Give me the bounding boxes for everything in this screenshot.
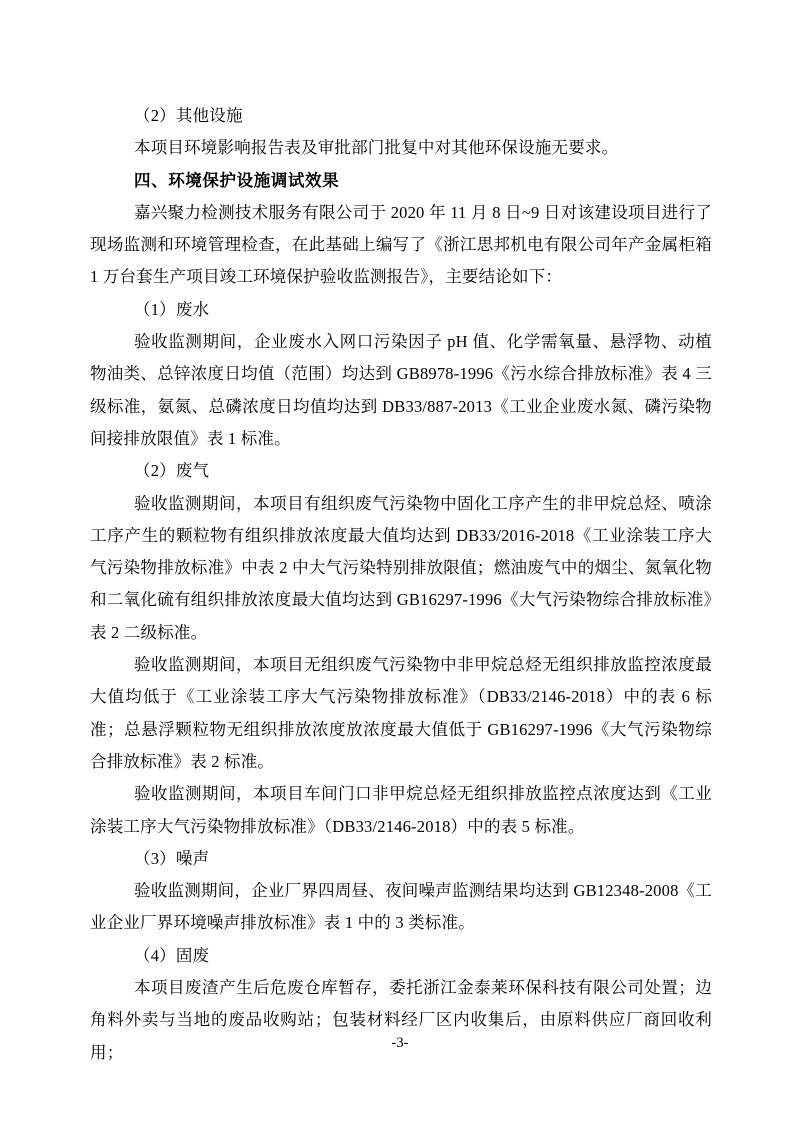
page-number: -3- bbox=[391, 1035, 409, 1051]
subsection-heading-noise: （3）噪声 bbox=[134, 848, 210, 868]
subsection-heading-wastewater: （1）废水 bbox=[134, 299, 210, 319]
paragraph-noise-results: 验收监测期间，企业厂界四周昼、夜间噪声监测结果均达到 GB12348-2008《工业企业厂界环境噪声排放标准》表 1 中的 3 类标准。 bbox=[90, 881, 712, 933]
paragraph-other-facilities: 本项目环境影响报告表及审批部门批复中对其他环保设施无要求。 bbox=[134, 138, 619, 158]
paragraph-workshop-door-results: 验收监测期间，本项目车间门口非甲烷总烃无组织排放监控点浓度达到《工业涂装工序大气污染物排放标准》（DB33/2146-2018）中的表 5 标准。 bbox=[90, 784, 712, 836]
document-body bbox=[90, 100, 712, 1069]
paragraph-solid-waste-disposal: 本项目废渣产生后危废仓库暂存，委托浙江金泰莱环保科技有限公司处置；边角料外卖与当地的废品收购站；包装材料经厂区内收集后，由原料供应厂商回收利用； bbox=[90, 978, 712, 1062]
section-heading-protection-facility-debug-effect: 四、环境保护设施调试效果 bbox=[134, 171, 340, 190]
subsection-heading-waste-gas: （2）废气 bbox=[134, 461, 210, 481]
subsection-heading-other-facilities: （2）其他设施 bbox=[134, 106, 243, 125]
subsection-heading-solid-waste: （4）固废 bbox=[134, 945, 210, 965]
paragraph-wastewater-results: 验收监测期间，企业废水入网口污染因子 pH 值、化学需氧量、悬浮物、动植物油类、总锌浓度日均值（范围）均达到 GB8978-1996《污水综合排放标准》表 4 三级标准，氨氮、总磷浓度日均值均达到 DB33/887-2013《工业企业废水氮、磷污染物间接排放限值》表 1 标准。 bbox=[90, 332, 712, 448]
paragraph-monitoring-intro: 嘉兴聚力检测技术服务有限公司于 2020 年 11 月 8 日~9 日对该建设项目进行了现场监测和环境管理检查，在此基础上编写了《浙江思邦机电有限公司年产金属柜箱 1 万台套生产项目竣工环境保护验收监测报告》，主要结论如下： bbox=[90, 202, 712, 287]
page-footer bbox=[0, 1034, 800, 1052]
paragraph-waste-gas-unorganized-results: 验收监测期间，本项目无组织废气污染物中非甲烷总烃无组织排放监控浓度最大值均低于《工业涂装工序大气污染物排放标准》（DB33/2146-2018）中的表 6 标准；总悬浮颗粒物无组织排放浓度放浓度最大值低于 GB16297-1996《大气污染物综合排放标准》表 2 标准。 bbox=[90, 655, 712, 771]
paragraph-waste-gas-organized-results: 验收监测期间，本项目有组织废气污染物中固化工序产生的非甲烷总烃、喷涂工序产生的颗粒物有组织排放浓度最大值均达到 DB33/2016-2018《工业涂装工序大气污染物排放标准》中表 2 中大气污染特别排放限值；燃油废气中的烟尘、氮氧化物和二氧化硫有组织排放浓度最大值均达到 GB16297-1996《大气污染物综合排放标准》表 2 二级标准。 bbox=[90, 493, 712, 642]
